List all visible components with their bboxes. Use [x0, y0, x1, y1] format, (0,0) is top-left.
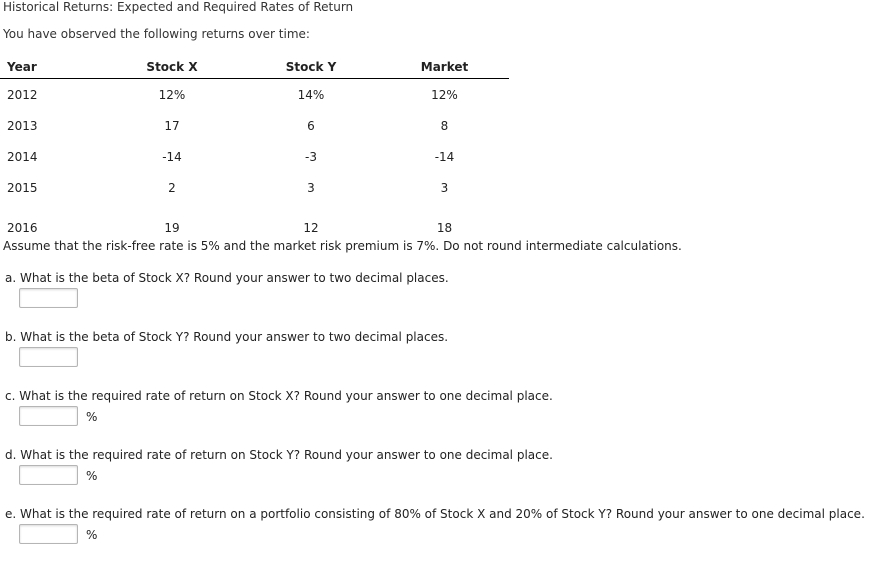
- table-row: [0, 79, 509, 111]
- cell-stock-y: 3: [307, 180, 315, 195]
- header-year: Year: [0, 56, 102, 79]
- answer-d-input[interactable]: [19, 465, 78, 485]
- question-a-text: a. What is the beta of Stock X? Round your answer to two decimal places.: [5, 271, 449, 285]
- cell-year: 2012: [7, 87, 38, 102]
- cell-year: 2016: [7, 221, 38, 235]
- percent-unit-e: %: [86, 528, 98, 542]
- question-b-text: b. What is the beta of Stock Y? Round your answer to two decimal places.: [5, 330, 449, 344]
- cell-market: 18: [436, 221, 453, 235]
- table-row: [0, 141, 509, 172]
- question-d-text: d. What is the required rate of return on Stock Y? Round your answer to one decimal place.: [5, 448, 553, 462]
- assumption-text: Assume that the risk-free rate is 5% and the market risk premium is 7%. Do not round intermediate calculations.: [3, 239, 682, 253]
- intro-text: You have observed the following returns over time:: [3, 27, 310, 41]
- cell-market: -14: [434, 149, 455, 164]
- cell-stock-x: 17: [164, 118, 180, 133]
- header-stock-x: Stock X: [102, 56, 242, 79]
- cell-market: 12%: [431, 87, 458, 102]
- question-e-text: e. What is the required rate of return on a portfolio consisting of 80% of Stock X and 20% of Stock Y? Round your answer to one decimal place.: [5, 507, 865, 521]
- table-header-row: [0, 56, 509, 79]
- cell-stock-x: 2: [168, 180, 176, 195]
- question-c-text: c. What is the required rate of return on Stock X? Round your answer to one decimal place.: [5, 389, 553, 403]
- cell-stock-y: -3: [305, 149, 317, 164]
- cell-year: 2015: [7, 180, 38, 195]
- table-row: [0, 172, 509, 203]
- cell-stock-x: 12%: [158, 87, 186, 102]
- answer-a-input[interactable]: [19, 288, 78, 308]
- percent-unit-c: %: [86, 410, 98, 424]
- table-row: [0, 110, 509, 141]
- page-title: Historical Returns: Expected and Required Rates of Return: [3, 0, 354, 14]
- answer-c-input[interactable]: [19, 406, 78, 426]
- answer-e-input[interactable]: [19, 524, 78, 544]
- percent-unit-d: %: [86, 469, 98, 483]
- returns-table: [0, 56, 509, 235]
- header-stock-y: Stock Y: [242, 56, 380, 79]
- cell-year: 2013: [7, 118, 38, 133]
- table-row: [0, 203, 509, 235]
- cell-stock-y: 6: [307, 118, 315, 133]
- cell-stock-y: 14%: [297, 87, 325, 102]
- cell-stock-y: 12: [303, 221, 319, 235]
- cell-stock-x: -14: [162, 149, 182, 164]
- answer-b-input[interactable]: [19, 347, 78, 367]
- cell-market: 8: [440, 118, 449, 133]
- cell-market: 3: [440, 180, 449, 195]
- cell-stock-x: 19: [164, 221, 180, 235]
- cell-year: 2014: [7, 149, 38, 164]
- header-market: Market: [380, 56, 509, 79]
